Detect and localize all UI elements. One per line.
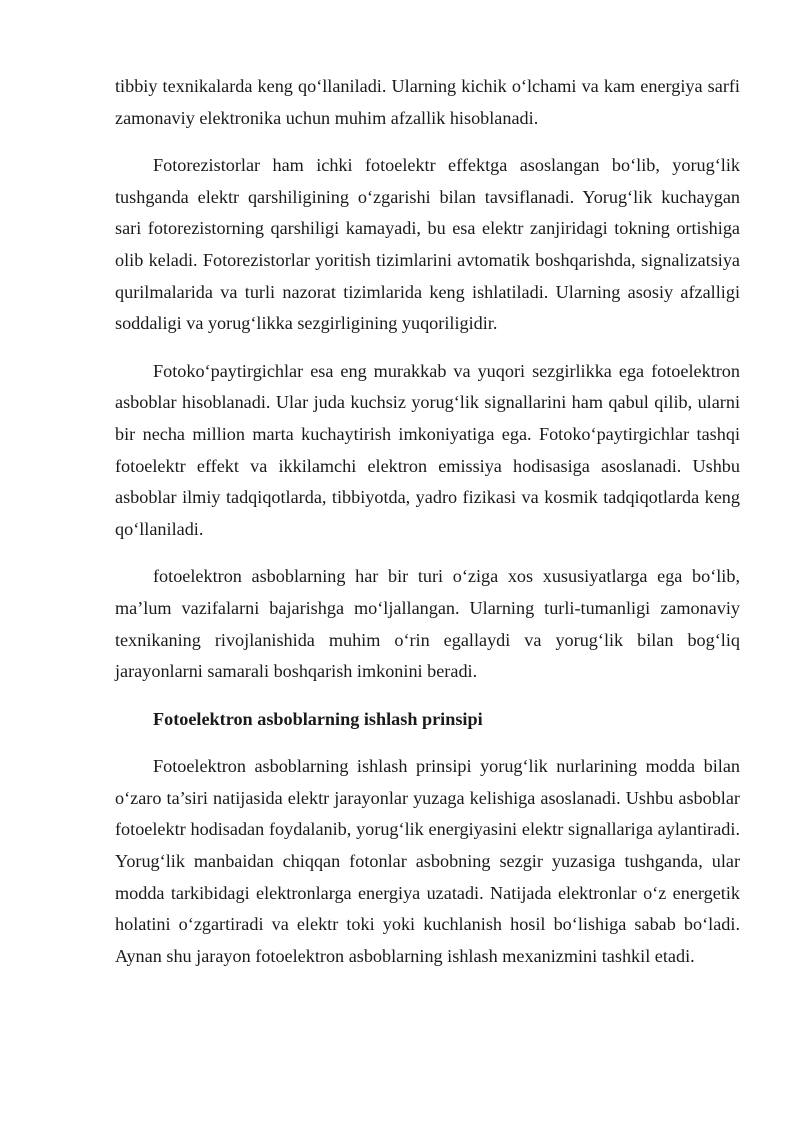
paragraph-fotorezistorlar: Fotorezistorlar ham ichki fotoelektr effektga asoslangan bo‘lib, yorug‘lik tushganda elektr qarshiligining o‘zgarishi bilan tavsiflanadi. Yorug‘lik kuchaygan sari fotorezistorning qarshiligi kamayadi, bu esa elektr zanjiridagi tokning ortishiga olib keladi. Fotorezistorlar yoritish tizimlarini avtomatik boshqarishda, signalizatsiya qurilmalarida va turli nazorat tizimlarida keng ishlatiladi. Ularning asosiy afzalligi soddaligi va yorug‘likka sezgirligining yuqoriligidir. [115, 154, 740, 334]
paragraph-summary: fotoelektron asboblarning har bir turi o‘ziga xos xususiyatlarga ega bo‘lib, ma’lum vazifalarni bajarishga mo‘ljallangan. Ularning turli-tumanligi zamonaviy texnikaning rivojlanishida muhim o‘rin egallaydi va yorug‘lik bilan bog‘liq jarayonlarni samarali boshqarish imkonini beradi. [115, 566, 740, 682]
document-body [115, 71, 740, 988]
section-heading: Fotoelektron asboblarning ishlash prinsipi [153, 708, 483, 729]
paragraph-fotokopaytirgichlar: Fotoko‘paytirgichlar esa eng murakkab va yuqori sezgirlikka ega fotoelektron asboblar hisoblanadi. Ular juda kuchsiz yorug‘lik signallarini ham qabul qilib, ularni bir necha million marta kuchaytirish imkoniyatiga ega. Fotoko‘paytirgichlar tashqi fotoelektr effekt va ikkilamchi elektron emissiya hodisasiga asoslanadi. Ushbu asboblar ilmiy tadqiqotlarda, tibbiyotda, yadro fizikasi va kosmik tadqiqotlarda keng qo‘llaniladi. [115, 360, 740, 540]
paragraph-continued: tibbiy texnikalarda keng qo‘llaniladi. Ularning kichik o‘lchami va kam energiya sarfi zamonaviy elektronika uchun muhim afzallik hisoblanadi. [115, 76, 740, 128]
paragraph-working-principle: Fotoelektron asboblarning ishlash prinsipi yorug‘lik nurlarining modda bilan o‘zaro ta’siri natijasida elektr jarayonlar yuzaga kelishiga asoslanadi. Ushbu asboblar fotoelektr hodisadan foydalanib, yorug‘lik energiyasini elektr signallariga aylantiradi. Yorug‘lik manbaidan chiqqan fotonlar asbobning sezgir yuzasiga tushganda, ular modda tarkibidagi elektronlarga energiya uzatadi. Natijada elektronlar o‘z energetik holatini o‘zgartiradi va elektr toki yoki kuchlanish hosil bo‘lishiga sabab bo‘ladi. Aynan shu jarayon fotoelektron asboblarning ishlash mexanizmini tashkil etadi. [115, 755, 740, 967]
